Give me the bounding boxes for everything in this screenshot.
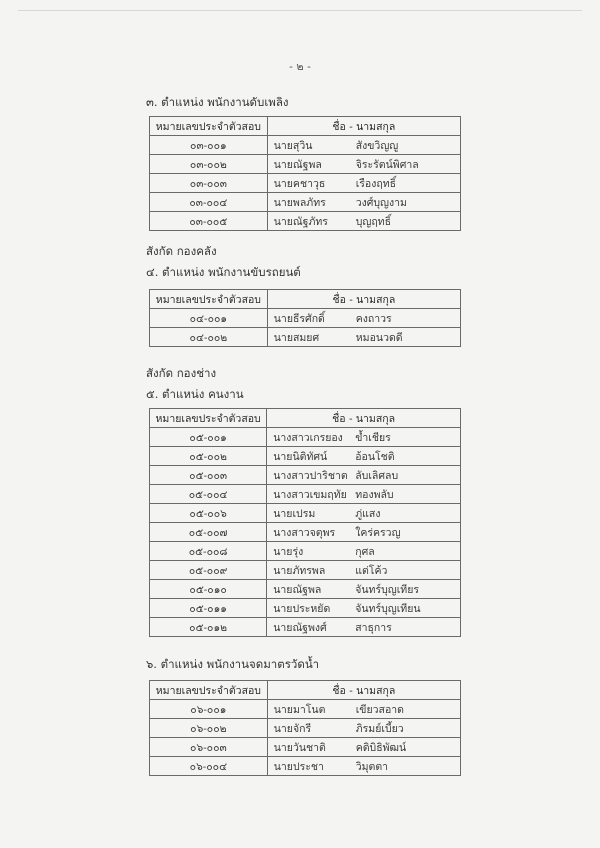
table-row [150,719,461,738]
full-name-cell [267,561,461,580]
table-row [150,136,461,155]
exam-id-cell: ๐๖-๐๐๑ [150,700,268,719]
table-row [150,738,461,757]
last-name: แต่โค้ว [355,564,388,577]
section-5-table [149,408,461,637]
table-row [150,212,461,231]
exam-id-cell: ๐๕-๐๑๒ [150,618,267,637]
exam-id-cell: ๐๔-๐๐๑ [150,309,268,328]
page-number: - ๒ - [289,60,311,73]
full-name-cell [267,193,460,212]
section-4-affiliation: สังกัด กองคลัง [146,244,217,258]
last-name: หมอนวดดี [355,331,403,344]
full-name-cell [267,700,460,719]
section-3-table [149,116,461,231]
last-name: เขียวสอาด [355,703,404,716]
last-name: ภิรมย์เบี้ยว [355,722,404,735]
table-header-row [150,117,461,136]
table-row [150,466,461,485]
exam-id-cell: ๐๔-๐๐๒ [150,328,268,347]
section-3-heading: ๓. ตำแหน่ง พนักงานดับเพลิง [146,95,289,109]
exam-id-cell: ๐๖-๐๐๒ [150,719,268,738]
first-name: นายประชา [273,760,324,773]
first-name: นายนิติทัศน์ [273,450,328,463]
exam-id-cell: ๐๕-๐๐๘ [150,542,267,561]
last-name: วิมุตตา [355,760,389,773]
table-header-row [150,290,461,309]
column-header-exam-id: หมายเลขประจำตัวสอบ [150,681,268,700]
exam-id-cell: ๐๕-๐๐๙ [150,561,267,580]
first-name: นายมาโนต [273,703,326,716]
first-name: นายธีรศักดิ์ [273,312,325,325]
exam-id-cell: ๐๓-๐๐๒ [150,155,268,174]
first-name: นางสาวเขมฤทัย [273,488,347,501]
first-name: นายณัฐพงศ์ [273,621,327,634]
last-name: อ้อนโชติ [355,450,395,463]
table-row [150,542,461,561]
column-header-full-name: ชื่อ - นามสกุล [267,117,460,136]
section-5-heading: ๕. ตำแหน่ง คนงาน [146,387,244,401]
column-header-full-name: ชื่อ - นามสกุล [267,290,460,309]
exam-id-cell: ๐๕-๐๐๔ [150,485,267,504]
exam-id-cell: ๐๕-๐๐๓ [150,466,267,485]
first-name: นายคชาวุธ [273,177,326,190]
column-header-exam-id: หมายเลขประจำตัวสอบ [150,409,267,428]
exam-id-cell: ๐๖-๐๐๓ [150,738,268,757]
exam-id-cell: ๐๓-๐๐๔ [150,193,268,212]
section-4-heading: ๔. ตำแหน่ง พนักงานขับรถยนต์ [146,265,301,279]
last-name: ใคร่ครวญ [355,526,401,539]
full-name-cell [267,523,461,542]
table-row [150,700,461,719]
full-name-cell [267,738,460,757]
first-name: นายณัฐพล [273,583,322,596]
table-row [150,309,461,328]
last-name: ภู่แสง [355,507,381,520]
exam-id-cell: ๐๕-๐๐๒ [150,447,267,466]
last-name: จันทร์บุญเทียร [355,583,420,596]
table-header-row [150,409,461,428]
full-name-cell [267,485,461,504]
exam-id-cell: ๐๓-๐๐๕ [150,212,268,231]
full-name-cell [267,542,461,561]
section-6-heading: ๖. ตำแหน่ง พนักงานจดมาตรวัดน้ำ [146,657,320,671]
first-name: นายวันชาติ [273,741,326,754]
first-name: นางสาวจตุพร [273,526,336,539]
last-name: ทองพลับ [355,488,394,501]
exam-id-cell: ๐๕-๐๐๑ [150,428,267,447]
full-name-cell [267,580,461,599]
table-row [150,504,461,523]
page-top-edge [18,10,582,11]
last-name: จิระรัตน์พิศาล [355,158,419,171]
table-row [150,618,461,637]
exam-id-cell: ๐๓-๐๐๓ [150,174,268,193]
column-header-exam-id: หมายเลขประจำตัวสอบ [150,290,268,309]
exam-id-cell: ๐๓-๐๐๑ [150,136,268,155]
column-header-exam-id: หมายเลขประจำตัวสอบ [150,117,268,136]
full-name-cell [267,599,461,618]
first-name: นายภัทรพล [273,564,326,577]
last-name: สาธุการ [355,621,392,634]
last-name: คงถาวร [355,312,392,325]
table-row [150,193,461,212]
first-name: นายสมยศ [273,331,320,344]
table-row [150,174,461,193]
exam-id-cell: ๐๕-๐๑๑ [150,599,267,618]
last-name: บุญฤทธิ์ [355,215,392,228]
table-row [150,447,461,466]
exam-id-cell: ๐๕-๐๐๗ [150,523,267,542]
first-name: นายพลภัทร [273,196,326,209]
table-row [150,599,461,618]
full-name-cell [267,719,460,738]
exam-id-cell: ๐๕-๐๐๖ [150,504,267,523]
first-name: นายสุวิน [273,139,313,152]
table-row [150,561,461,580]
first-name: นายประหยัด [273,602,331,615]
first-name: นางสาวปาริชาต [273,469,348,482]
first-name: นายรุ่ง [273,545,304,558]
full-name-cell [267,757,460,776]
full-name-cell [267,504,461,523]
full-name-cell [267,428,461,447]
first-name: นายจักรี [273,722,312,735]
full-name-cell [267,155,460,174]
full-name-cell [267,174,460,193]
full-name-cell [267,466,461,485]
table-header-row [150,681,461,700]
table-row [150,328,461,347]
full-name-cell [267,618,461,637]
section-4-table [149,289,461,347]
table-row [150,155,461,174]
table-row [150,757,461,776]
full-name-cell [267,447,461,466]
last-name: วงศ์บุญงาม [355,196,407,209]
last-name: ลับเลิศลบ [355,469,399,482]
first-name: นางสาวเกรยอง [273,431,343,444]
last-name: คติบิธิพัฒน์ [355,741,407,754]
column-header-full-name: ชื่อ - นามสกุล [267,409,461,428]
full-name-cell [267,309,460,328]
last-name: กุศล [355,545,375,558]
first-name: นายณัฐภัทร [273,215,328,228]
exam-id-cell: ๐๖-๐๐๔ [150,757,268,776]
full-name-cell [267,328,460,347]
table-row [150,485,461,504]
table-row [150,580,461,599]
table-row [150,523,461,542]
full-name-cell [267,212,460,231]
exam-id-cell: ๐๕-๐๑๐ [150,580,267,599]
first-name: นายเปรม [273,507,316,520]
column-header-full-name: ชื่อ - นามสกุล [267,681,460,700]
section-6-table [149,680,461,776]
last-name: ข้ำเชียร [355,431,391,444]
last-name: เรืองฤทธิ์ [355,177,397,190]
full-name-cell [267,136,460,155]
section-5-affiliation: สังกัด กองช่าง [146,366,217,380]
last-name: สังขวิญญู [355,139,399,152]
table-row [150,428,461,447]
last-name: จันทร์บุญเทียน [355,602,421,615]
first-name: นายณัฐพล [273,158,322,171]
